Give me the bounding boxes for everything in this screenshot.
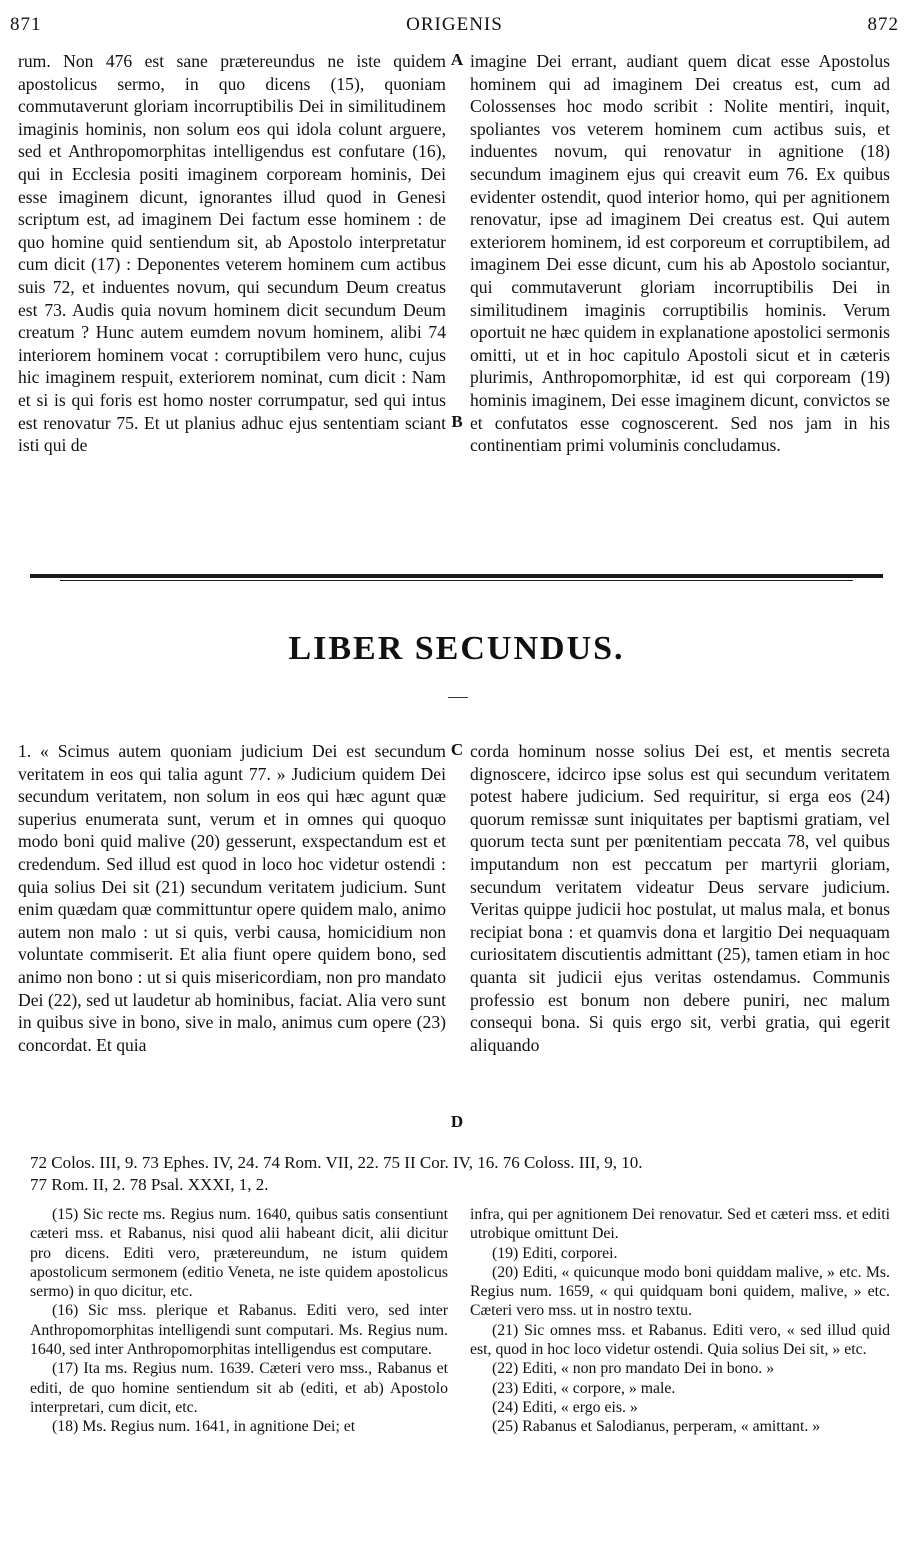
note-20: (20) Editi, « quicunque modo boni quiddam malive, » etc. Ms. Regius num. 1659, « qui quidquam boni quidem, malive, » etc. Cæteri vero mss. ut in nostro textu. [470,1263,890,1320]
page-number-left: 871 [10,14,42,35]
paragraph-mid-left: 1. « Scimus autem quoniam judicium Dei est secundum veritatem in eos qui talia agunt 77. » Judicium quidem Dei secundum veritatem, non solum in eos qui hæc agunt quæ superius enumerata sunt, verum et in omnes qui quoquo modo boni quid malive (20) gesserunt, exspectandum est et credendum. Sed illud est quod in loco hoc videtur ostendi : quia solius Dei sit (21) secundum veritatem judicium. Sunt enim quædam quæ committuntur opere quidem malo, animo autem non malo : ut si quis, verbi causa, homicidium non voluntate commiserit. Et alia fiunt opere quidem bono, sed animo non bono : ut si quis misericordiam, non pro mandato Dei (22), sed ut laudetur ab hominibus, faciat. Alia vero sunt in quibus sive in bono, sive in malo, animus cum opere (23) concordat. Et quia [18,741,446,1055]
note-15: (15) Sic recte ms. Regius num. 1640, quibus satis consentiunt cæteri mss. et Rabanus, nisi quod alii habeant dicit, alii dicitur pro dicens. Editi vero, prætereundum, ne istum quidem apostolicum sermonem (editio Veneta, ne iste quidem apostolicus sermo) in quo dicitur, etc. [30,1206,448,1301]
notes-column-right [470,1205,890,1437]
paragraph-mid-right: corda hominum nosse solius Dei est, et mentis secreta dignoscere, idcirco ipse solus est qui secundum veritatem potest habere judicium. Sed requiritur, si erga eos (24) quorum remissæ sunt iniquitates per baptismi gratiam, vel quorum tecta sunt per pœnitentiam peccata 78, vel quibus imputandum non est peccatum per martyrii gloriam, secundum veritatem videatur Deus servare judicium. Veritas quippe judicii hoc postulat, ut malus mala, et bonus recipiat bona : et quamvis dona et largitio Dei nequaquam curiositatem discutientis admittant (25), tamen etiam in hoc quanta sit judicii ejus veritas ostendamus. Communis professio est bonum non debere puniri, nec malum consequi bona. Si quis ergo sit, verbi gratia, qui egerit aliquando [470,741,890,1055]
margin-marker-d: D [450,1112,464,1131]
margin-marker-a: A [450,50,464,69]
paragraph-top-right: imagine Dei errant, audiant quem dicat esse Apostolus hominem qui ad imaginem Dei creatus est, cum ad Colossenses hoc modo scribit : Nolite mentiri, inquit, spoliantes vos veterem hominem cum actibus suis, et induentes novum, qui renovatur in agnitione (18) secundum imaginem ejus qui creavit eum 76. Ex quibus evidenter ostendit, quod interior homo, qui per agnitionem renovatur, ipse ad imaginem Dei creatus est. Qui autem exteriorem hominem, id est corporeum et corruptibilem, ad imaginem Dei esse dicunt, cum his ab Apostolo sociantur, qui commutaverunt gloriam incorruptibilis Dei in similitudinem imaginis corruptibilis hominis. Verum oportuit ne hæc quidem in explanatione apostolici sermonis omitti, ut et in hoc capitulo Apostoli sicut et in cæteris plurimis, Anthropomorphitæ, id est qui corpoream (19) hominis imaginem, Dei esse imaginem dicunt, convictos se et confutatos esse cognoscerent. Sed nos jam in his continentiam primi voluminis concludamus. [470,51,890,456]
running-title: ORIGENIS [406,14,503,35]
paragraph-top-left: rum. Non 476 est sane prætereundus ne iste quidem apostolicus sermo, in quo dicens (15), quoniam commutaverunt gloriam incorruptibilis Dei in similitudinem imaginis hominis, non solum eos qui idola colunt arguere, sed et Anthropomorphitas intelligendus est confutare (16), qui in Ecclesia positi imaginem corpoream hominis, Dei esse imaginem dicunt, ignorantes illud quod in Genesi scriptum est, ad imaginem Dei factum esse hominem : de quo homine quid sentiendum sit, ab Apostolo interpretatur cum dicit (17) : Deponentes veterem hominem cum actibus suis 72, et induentes novum, qui secundum Deum creatus est 73. Audis quia novum hominem dicit secundum Deum creatum ? Hunc autem eumdem novum hominem, alibi 74 interiorem hominem vocat : corruptibilem vero hunc, cujus hic imaginem respuit, exteriorem nominat, cum dicit : Nam et si is qui foris est homo noster corrumpatur, sed qui intus est renovatur 75. Et ut planius adhuc ejus sententiam sciant isti qui de [18,51,446,456]
note-16: (16) Sic mss. plerique et Rabanus. Editi vero, sed inter Anthropomorphitas intelligendi sunt computari. Ms. Regius num. 1640, sed inter Anthropomorphitas intelligendus est computare. [30,1302,448,1359]
note-25: (25) Rabanus et Salodianus, perperam, « amittant. » [492,1418,821,1436]
running-head [10,14,899,40]
note-18-continued: infra, qui per agnitionem Dei renovatur. Sed et cæteri mss. et editi utrobique omittunt Dei. [470,1206,890,1243]
note-22: (22) Editi, « non pro mandato Dei in bono. » [492,1360,775,1378]
note-17: (17) Ita ms. Regius num. 1639. Cæteri vero mss., Rabanus et editi, de quo homine sentiendum sit ab (editi, et ab) Apostolo interpretari, cum dicit, etc. [30,1360,448,1416]
book-title: LIBER SECUNDUS. [288,630,625,667]
scripture-refs-line-1: 72 Colos. III, 9. 73 Ephes. IV, 24. 74 Rom. VII, 22. 75 II Cor. IV, 16. 76 Coloss. III, 9, 10. [30,1153,643,1172]
scripture-references [30,1152,893,1196]
text-column-top-left [18,50,446,457]
scripture-refs-line-2: 77 Rom. II, 2. 78 Psal. XXXI, 1, 2. [30,1175,269,1194]
text-column-mid-right [470,740,890,1056]
note-18: (18) Ms. Regius num. 1641, in agnitione Dei; et [52,1418,356,1436]
page-number-right: 872 [867,14,899,35]
text-column-top-right [470,50,890,457]
margin-marker-c: C [450,740,464,759]
note-23: (23) Editi, « corpore, » male. [492,1379,676,1397]
margin-marker-b: B [451,412,463,431]
notes-column-left [30,1205,448,1437]
note-21: (21) Sic omnes mss. et Rabanus. Editi vero, « sed illud quid est, quod in hoc loco videtur ostendi. Quia solius Dei sit, » etc. [470,1321,890,1359]
note-24: (24) Editi, « ergo eis. » [492,1398,638,1416]
note-19: (19) Editi, corporei. [492,1244,618,1262]
section-divider-thin [60,580,853,581]
text-column-mid-left [18,740,446,1056]
title-ornament-dash [448,697,468,698]
section-divider [30,574,883,578]
